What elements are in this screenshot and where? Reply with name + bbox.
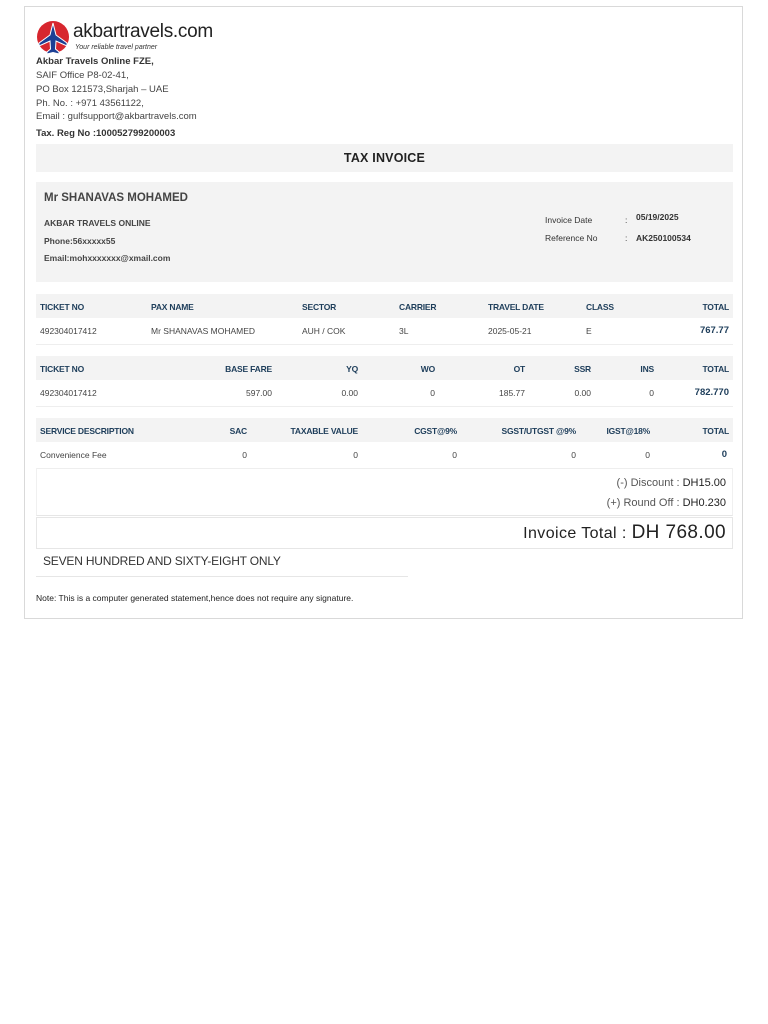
header-carrier: CARRIER (399, 302, 437, 312)
summary-adjustments (36, 468, 733, 516)
cell-yq: 0.00 (341, 388, 358, 398)
header-service-description: SERVICE DESCRIPTION (40, 426, 134, 436)
company-logo (36, 17, 213, 57)
company-phone: Ph. No. : +971 43561122, (36, 98, 144, 109)
invoice-card (24, 6, 743, 619)
table-header (36, 294, 733, 318)
header-travel-date: TRAVEL DATE (488, 302, 544, 312)
cell-carrier: 3L (399, 326, 409, 336)
amount-in-words-box (36, 549, 408, 577)
company-name: Akbar Travels Online FZE, (36, 56, 154, 67)
brand-tagline: Your reliable travel partner (75, 44, 158, 51)
header-ot: OT (513, 364, 525, 374)
header-cgst: CGST@9% (414, 426, 457, 436)
header-sac: SAC (229, 426, 247, 436)
cell-sac: 0 (242, 450, 247, 460)
table-header (36, 418, 733, 442)
customer-phone: Phone:56xxxxx55 (44, 236, 116, 246)
company-address-line: PO Box 121573,Sharjah – UAE (36, 84, 169, 95)
header-igst: IGST@18% (606, 426, 650, 436)
cell-ticket-no: 492304017412 (40, 388, 97, 398)
invoice-total-value: DH 768.00 (631, 522, 726, 543)
company-tax-reg: Tax. Reg No :100052799200003 (36, 128, 176, 139)
invoice-total-row (36, 517, 733, 549)
roundoff-value: DH0.230 (682, 497, 726, 509)
reference-no-value: AK250100534 (636, 233, 691, 243)
invoice-date-value: 05/19/2025 (636, 212, 679, 222)
header-ins: INS (640, 364, 654, 374)
header-ssr: SSR (574, 364, 591, 374)
cell-class: E (586, 326, 592, 336)
cell-sector: AUH / COK (302, 326, 346, 336)
customer-email: Email:mohxxxxxxx@xmail.com (44, 253, 171, 263)
company-address-line: SAIF Office P8-02-41, (36, 70, 129, 81)
cell-ins: 0 (649, 388, 654, 398)
reference-no-colon: : (625, 233, 628, 243)
invoice-date-colon: : (625, 215, 628, 225)
roundoff-line (607, 497, 726, 509)
table-row (36, 442, 733, 469)
cell-cgst: 0 (452, 450, 457, 460)
footer-note: Note: This is a computer generated statement,hence does not require any signature. (36, 593, 354, 603)
cell-total: 767.77 (699, 325, 729, 336)
brand-name: akbartravels.com (73, 21, 213, 42)
header-total: TOTAL (702, 364, 729, 374)
customer-company: AKBAR TRAVELS ONLINE (44, 218, 151, 228)
amount-in-words: SEVEN HUNDRED AND SIXTY-EIGHT ONLY (43, 554, 281, 568)
customer-band (36, 182, 733, 282)
cell-service-description: Convenience Fee (40, 450, 107, 460)
header-wo: WO (420, 364, 435, 374)
roundoff-label: (+) Round Off : (606, 497, 680, 509)
cell-taxable-value: 0 (353, 450, 358, 460)
header-ticket-no: TICKET NO (40, 364, 85, 374)
invoice-total-label: Invoice Total : (523, 525, 627, 542)
header-class: CLASS (586, 302, 614, 312)
cell-ticket-no: 492304017412 (40, 326, 97, 336)
invoice-date-label: Invoice Date (545, 215, 593, 225)
discount-value: DH15.00 (682, 477, 726, 489)
cell-wo: 0 (430, 388, 435, 398)
discount-line (617, 477, 726, 489)
company-email: Email : gulfsupport@akbartravels.com (36, 111, 197, 122)
header-yq: YQ (346, 364, 358, 374)
plane-logo-icon (36, 19, 70, 55)
header-base-fare: BASE FARE (225, 364, 272, 374)
header-pax-name: PAX NAME (151, 302, 194, 312)
header-total: TOTAL (702, 302, 729, 312)
header-sgst: SGST/UTGST @9% (501, 426, 576, 436)
cell-travel-date: 2025-05-21 (488, 326, 532, 336)
header-sector: SECTOR (302, 302, 337, 312)
header-taxable-value: TAXABLE VALUE (290, 426, 358, 436)
invoice-total (523, 522, 726, 544)
cell-sgst: 0 (571, 450, 576, 460)
table-row (36, 318, 733, 345)
cell-igst: 0 (645, 450, 650, 460)
cell-pax-name: Mr SHANAVAS MOHAMED (151, 326, 256, 336)
cell-total: 0 (721, 449, 727, 460)
cell-total: 782.770 (694, 387, 729, 398)
document-title: TAX INVOICE (343, 151, 426, 165)
reference-no-label: Reference No (545, 233, 598, 243)
header-ticket-no: TICKET NO (40, 302, 85, 312)
title-band (36, 144, 733, 172)
header-total: TOTAL (702, 426, 729, 436)
cell-ot: 185.77 (499, 388, 525, 398)
cell-base-fare: 597.00 (246, 388, 272, 398)
table-row (36, 380, 733, 407)
discount-label: (-) Discount : (616, 477, 680, 489)
cell-ssr: 0.00 (574, 388, 591, 398)
customer-name: Mr SHANAVAS MOHAMED (44, 192, 188, 204)
table-header (36, 356, 733, 380)
